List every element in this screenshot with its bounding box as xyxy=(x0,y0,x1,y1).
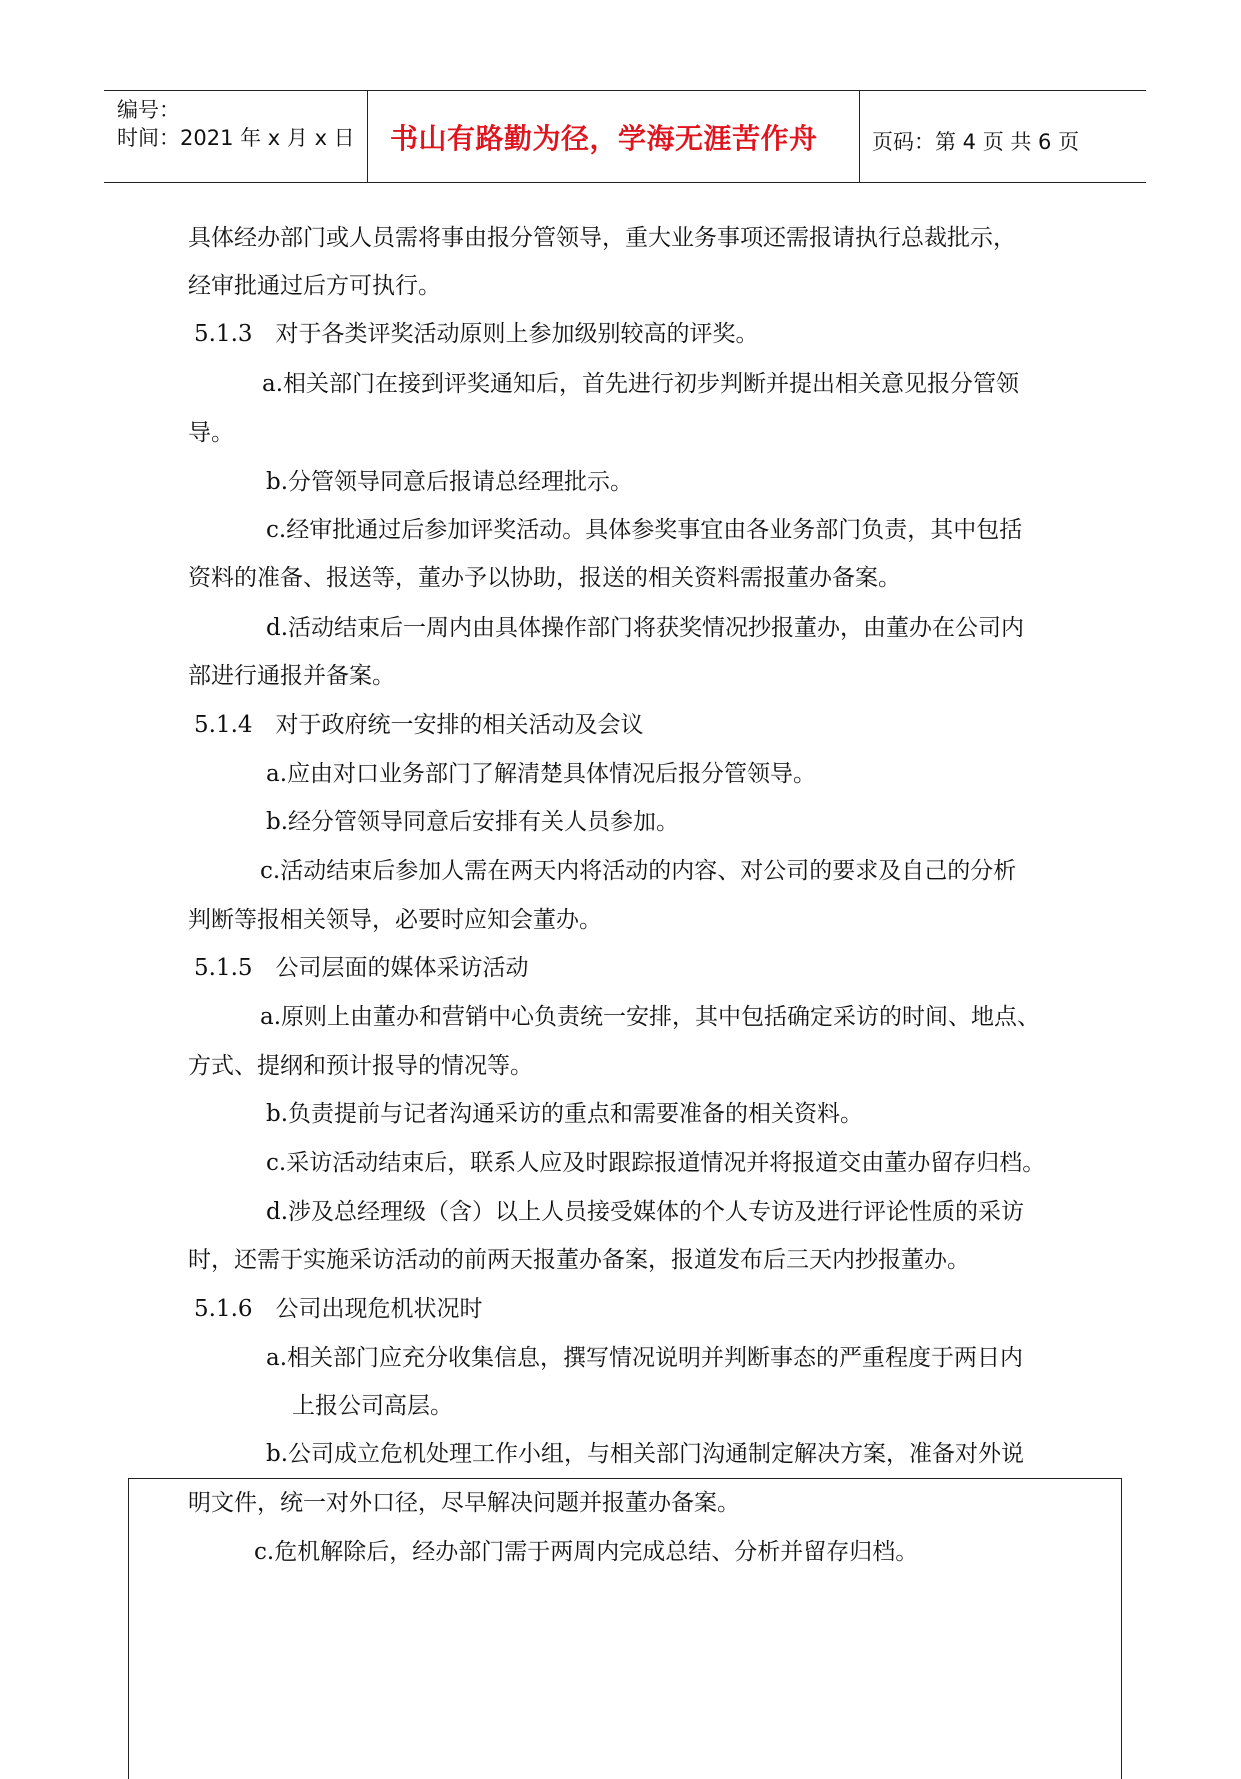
header-bottom-rule xyxy=(104,182,1146,183)
content-frame xyxy=(128,1478,1122,1779)
body-line: a.相关部门在接到评奖通知后，首先进行初步判断并提出相关意见报分管领 xyxy=(262,371,1020,397)
body-line: 导。 xyxy=(188,420,234,446)
body-line: d.活动结束后一周内由具体操作部门将获奖情况抄报董办，由董办在公司内 xyxy=(266,615,1025,641)
body-line: c.活动结束后参加人需在两天内将活动的内容、对公司的要求及自己的分析 xyxy=(260,858,1017,884)
body-line: 时，还需于实施采访活动的前两天报董办备案，报道发布后三天内抄报董办。 xyxy=(188,1247,970,1273)
section-heading-5-1-4: 5.1.4 对于政府统一安排的相关活动及会议 xyxy=(194,712,644,738)
header-top-rule xyxy=(104,90,1146,91)
body-line: b.负责提前与记者沟通采访的重点和需要准备的相关资料。 xyxy=(266,1101,864,1127)
body-line: c.危机解除后，经办部门需于两周内完成总结、分析并留存归档。 xyxy=(254,1539,919,1565)
body-line: 资料的准备、报送等，董办予以协助，报送的相关资料需报董办备案。 xyxy=(188,565,901,591)
body-line: a.应由对口业务部门了解清楚具体情况后报分管领导。 xyxy=(266,761,817,787)
section-heading-5-1-6: 5.1.6 公司出现危机状况时 xyxy=(194,1296,483,1322)
body-line: 具体经办部门或人员需将事由报分管领导，重大业务事项还需报请执行总裁批示， xyxy=(188,225,1016,251)
body-line: 部进行通报并备案。 xyxy=(188,663,395,689)
body-line: 上报公司高层。 xyxy=(292,1393,453,1419)
body-line: a.相关部门应充分收集信息，撰写情况说明并判断事态的严重程度于两日内 xyxy=(266,1345,1024,1371)
serial-number-label: 编号： xyxy=(117,98,180,122)
body-line: 明文件，统一对外口径，尽早解决问题并报董办备案。 xyxy=(188,1490,740,1516)
motto-heading: 书山有路勤为径，学海无涯苦作舟 xyxy=(390,122,818,155)
page-number-label: 页码：第 4 页 共 6 页 xyxy=(872,130,1080,154)
header-divider-right xyxy=(859,90,860,182)
body-line: c.采访活动结束后，联系人应及时跟踪报道情况并将报道交由董办留存归档。 xyxy=(266,1150,1046,1176)
date-label: 时间：2021 年 x 月 x 日 xyxy=(117,126,355,150)
body-line: d.涉及总经理级（含）以上人员接受媒体的个人专访及进行评论性质的采访 xyxy=(266,1199,1025,1225)
body-line: b.分管领导同意后报请总经理批示。 xyxy=(266,469,634,495)
body-line: 经审批通过后方可执行。 xyxy=(188,273,441,299)
body-line: b.经分管领导同意后安排有关人员参加。 xyxy=(266,809,680,835)
body-line: c.经审批通过后参加评奖活动。具体参奖事宜由各业务部门负责，其中包括 xyxy=(266,517,1023,543)
section-heading-5-1-5: 5.1.5 公司层面的媒体采访活动 xyxy=(194,955,529,981)
section-heading-5-1-3: 5.1.3 对于各类评奖活动原则上参加级别较高的评奖。 xyxy=(194,321,759,347)
body-line: b.公司成立危机处理工作小组，与相关部门沟通制定解决方案，准备对外说 xyxy=(266,1441,1025,1467)
body-line: 判断等报相关领导，必要时应知会董办。 xyxy=(188,907,602,933)
body-line: 方式、提纲和预计报导的情况等。 xyxy=(188,1053,533,1079)
body-line: a.原则上由董办和营销中心负责统一安排，其中包括确定采访的时间、地点、 xyxy=(260,1004,1041,1030)
header-divider-left xyxy=(367,90,368,182)
